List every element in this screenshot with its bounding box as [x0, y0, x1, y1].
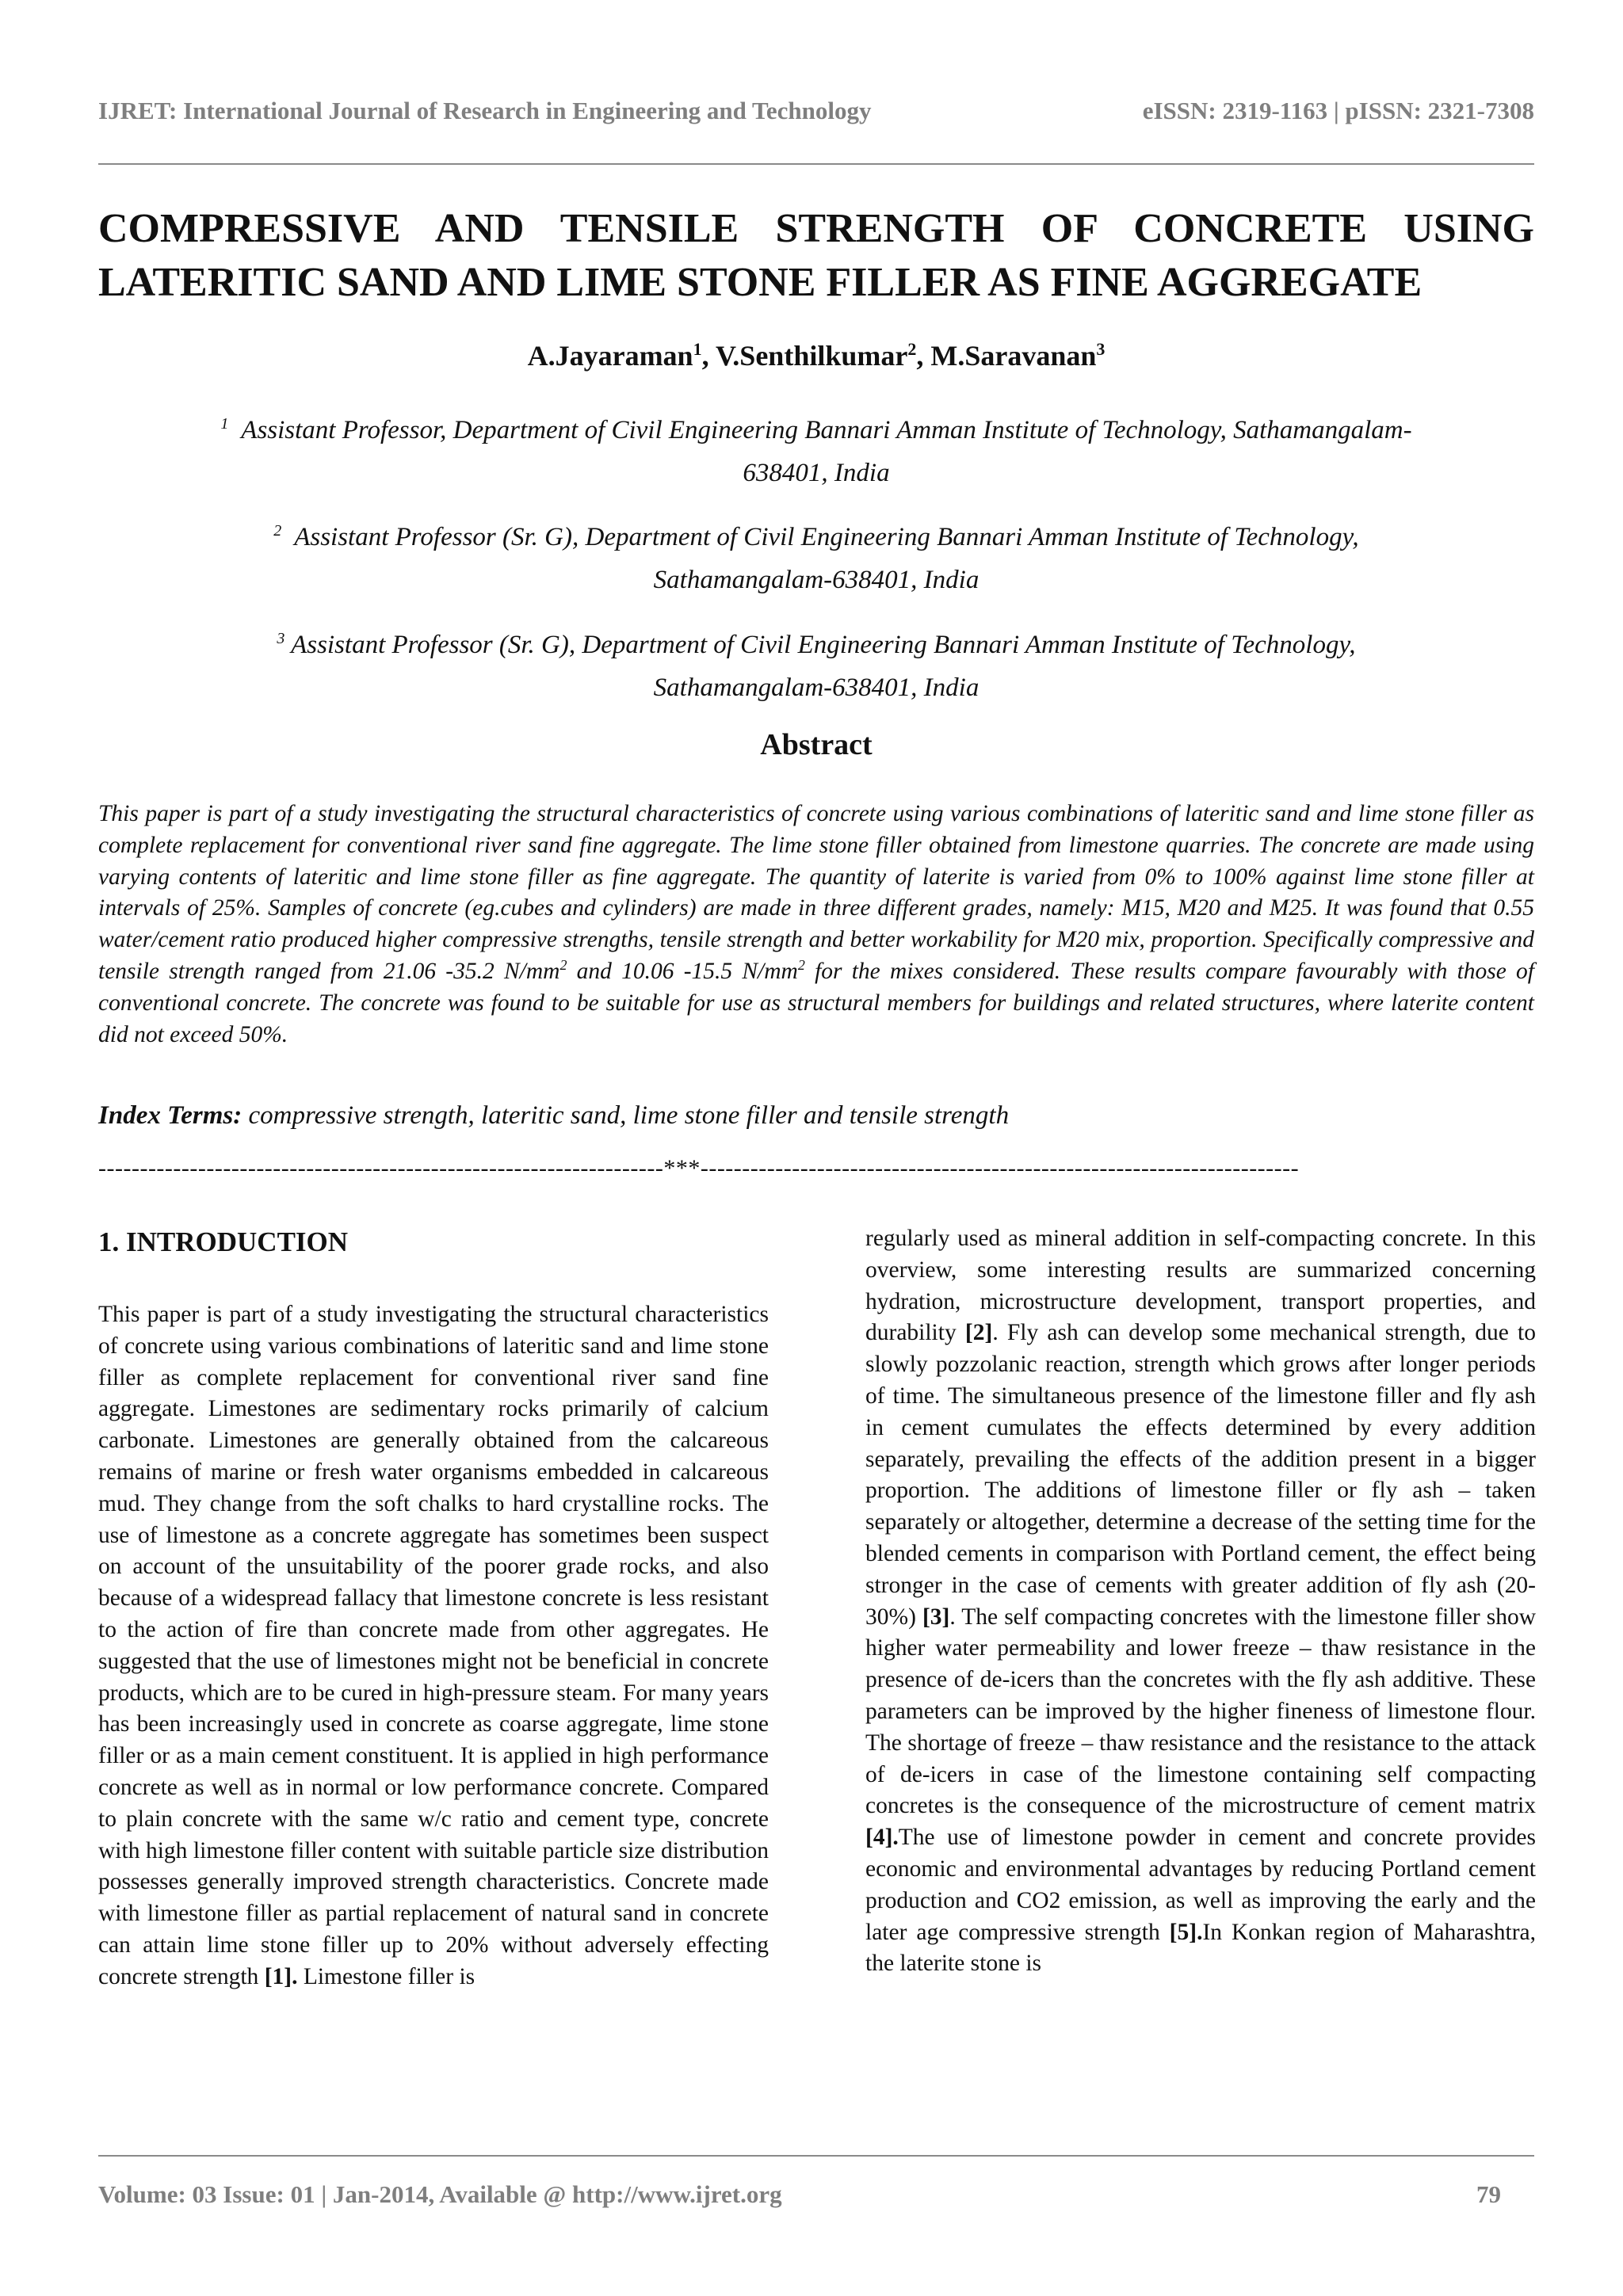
affiliation-line: Assistant Professor (Sr. G), Department of Civil Engineering Bannari Amman Institute of Technology,: [294, 523, 1359, 551]
author-affil-mark: 1: [693, 339, 702, 359]
superscript: 2: [559, 957, 567, 974]
footer-rule: [98, 2155, 1534, 2157]
index-terms-label: Index Terms:: [98, 1101, 242, 1130]
citation: [3]: [922, 1604, 950, 1630]
page-number: 79: [1476, 2180, 1501, 2208]
author-name: A.Jayaraman: [527, 340, 693, 372]
title-line-2: LATERITIC SAND AND LIME STONE FILLER AS FINE AGGREGATE: [98, 260, 1423, 305]
citation: [2]: [964, 1320, 993, 1346]
affiliation-line: Sathamangalam-638401, India: [653, 566, 980, 594]
affiliation-3: [98, 617, 1534, 709]
abstract-text: for the mixes considered. These results compare favourably with those of conventional concrete. The concrete was found to be suitable for use as structural members for buildings and related structures, where laterite content did not exceed 50%.: [98, 958, 1534, 1047]
index-terms: [98, 1101, 1534, 1131]
body-text: This paper is part of a study investigating the structural characteristics of concrete using various combinations of lateritic sand and lime stone filler as complete replacement for conventional river sand fine aggregate. Limestones are sedimentary rocks primarily of calcium carbonate. Limestones are generally obtained from the calcareous remains of marine or fresh water organisms embedded in calcareous mud. They change from the soft chalks to hard crystalline rocks. The use of limestone as a concrete aggregate has sometimes been suspect on account of the unsuitability of the poorer grade rocks, and also because of a widespread fallacy that limestone concrete is less resistant to the action of fire than concrete made from other aggregates. He suggested that the use of limestones might not be beneficial in concrete products, which are to be cured in high-pressure steam.: [98, 1302, 769, 1706]
body-text: Limestone filler is: [297, 1963, 475, 1989]
left-column: [98, 1226, 769, 1993]
abstract-text: This paper is part of a study investigating the structural characteristics of concrete using various combinations of lateritic sand and lime stone filler as complete replacement for conventional river sand fine aggregate. The lime stone filler obtained from limestone quarries. The concrete are made using varying contents of lateritic and lime stone filler as fine aggregate. The quantity of laterite is varied from 0% to 100% against lime stone filler at intervals of 25%. Samples of concrete (eg.cubes and cylinders) are made in three different grades, namely: M15, M20 and M25. It was found that 0.55 water/cement ratio produced higher compressive strengths, tensile strength and better workability for M20 mix, proportion. Specifically compressive and tensile strength ranged from 21.06 -35.2 N/mm: [98, 801, 1534, 984]
body-text: In Konkan region of Maharashtra, the laterite stone is: [865, 1919, 1536, 1977]
affiliation-number: 3: [277, 630, 285, 647]
body-text: . The self compacting concretes with the limestone filler show higher water permeability and lower freeze – thaw resistance in the presence of de-icers than the concretes with the fly ash additive. These parameters can be improved by the higher fineness of limestone flour. The shortage of freeze – thaw resistance and the resistance to the attack of de-icers in case of the limestone containing self compacting concretes is the consequence of the microstructure of cement matrix: [865, 1604, 1537, 1819]
intro-paragraph: [98, 1299, 769, 1993]
citation: [5].: [1169, 1919, 1203, 1945]
citation: [1].: [264, 1963, 298, 1989]
index-terms-text: compressive strength, lateritic sand, lime stone filler and tensile strength: [242, 1101, 1010, 1130]
affiliation-line: Sathamangalam-638401, India: [653, 673, 980, 702]
abstract-heading: Abstract: [760, 728, 873, 761]
issn-text: eISSN: 2319-1163 | pISSN: 2321-7308: [1142, 97, 1534, 124]
author-separator: ,: [701, 340, 716, 372]
body-text: For many years has been increasingly used in concrete as coarse aggregate, lime stone filler or as a main cement constituent. It is applied in high performance concrete as well as in normal or low performance concrete. Compared to plain concrete with the same w/c ratio and cement type, concrete with high limestone filler content with suitable particle size distribution possesses generally improved strength characteristics. Concrete made with limestone filler as partial replacement of natural sand in concrete can attain lime stone filler up to 20% without adversely effecting concrete strength: [98, 1680, 769, 1989]
body-text: regularly used as mineral addition in self-compacting concrete. In this overview, some interesting results are summarized concerning hydration, microstructure development, transport properties, and durability: [865, 1226, 1536, 1346]
body-text: The use of limestone powder in cement and concrete provides economic and environmental advantages by reducing Portland cement production and CO2 emission, as well as improving the early and the later age compressive strength: [865, 1825, 1536, 1945]
title-line-1: COMPRESSIVE AND TENSILE STRENGTH OF CONCRETE USING: [98, 206, 1534, 251]
citation: [4].: [865, 1825, 899, 1851]
affiliation-line: 638401, India: [743, 459, 890, 487]
author-list: [98, 339, 1534, 372]
author-affil-mark: 2: [907, 339, 917, 359]
affiliation-number: 1: [220, 415, 229, 433]
affiliation-line: Assistant Professor (Sr. G), Department of Civil Engineering Bannari Amman Institute of Technology,: [291, 631, 1356, 659]
affiliation-line: Assistant Professor, Department of Civil Engineering Bannari Amman Institute of Technology, Sathamangalam-: [241, 416, 1412, 444]
author-name: M.Saravanan: [930, 340, 1097, 372]
superscript: 2: [797, 957, 805, 974]
affiliation-number: 2: [273, 522, 282, 540]
running-header: [98, 97, 1534, 128]
author-name: V.Senthilkumar: [715, 340, 908, 372]
author-affil-mark: 3: [1096, 339, 1106, 359]
section-heading: 1. INTRODUCTION: [98, 1226, 349, 1257]
journal-name: IJRET: International Journal of Research in Engineering and Technology: [98, 97, 872, 124]
abstract-text: and 10.06 -15.5 N/mm: [567, 958, 798, 984]
affiliation-1: [98, 402, 1534, 494]
right-column: [865, 1223, 1536, 1980]
affiliation-2: [98, 509, 1534, 601]
volume-info: Volume: 03 Issue: 01 | Jan-2014, Available @ http://www.ijret.org: [98, 2180, 782, 2208]
author-separator: ,: [916, 340, 931, 372]
intro-paragraph-continued: [865, 1223, 1536, 1980]
header-rule: [98, 163, 1534, 165]
paper-title: [98, 202, 1534, 310]
body-text: . Fly ash can develop some mechanical strength, due to slowly pozzolanic reaction, strength which grows after longer periods of time. The simultaneous presence of the limestone filler and fly ash in cement cumulates the effects determined by every addition separately, prevailing the effects of the addition present in a bigger proportion. The additions of limestone filler or fly ash – taken separately or altogether, determine a decrease of the setting time for the blended cements in comparison with Portland cement, the effect being stronger in the case of cements with greater addition of fly ash (20-30%): [865, 1320, 1536, 1630]
section-separator: --------------------------------------------------------------------***------------------------------------------------------------------------: [98, 1155, 1300, 1181]
abstract-body: [98, 799, 1534, 1051]
